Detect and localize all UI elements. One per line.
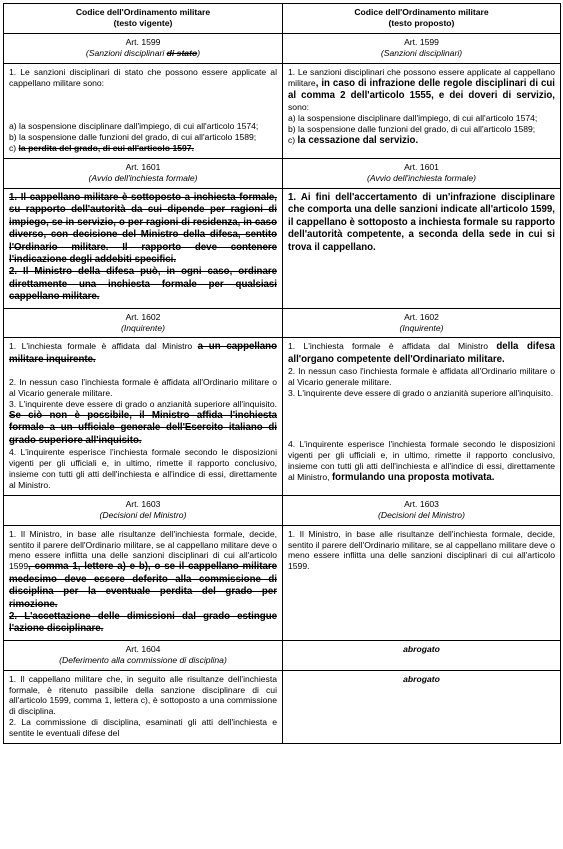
article-title: (Deferimento alla commissione di disciplina) [59, 654, 227, 665]
header-right-title: Codice dell'Ordinamento militare [354, 7, 489, 17]
paragraph: 2. La commissione di disciplina, esaminati gli atti dell'inchiesta e sentite le eventuali difese del [9, 717, 277, 739]
art-1603-heading-left [4, 495, 283, 525]
art-1602-heading-row [4, 308, 561, 338]
article-title: (Sanzioni disciplinari di stato) [85, 47, 201, 58]
article-title: (Inquirente) [121, 322, 165, 333]
art-1599-body-right [283, 63, 561, 159]
deleted-text: di stato [166, 47, 198, 58]
article-title: (Avvio dell'inchiesta formale) [88, 173, 198, 184]
article-title: (Decisioni del Ministro) [99, 509, 187, 520]
art-1603-body-row [4, 525, 561, 640]
article-number: Art. 1601 [404, 162, 439, 173]
article-number: Art. 1604 [125, 643, 161, 654]
art-1601-heading-right [283, 159, 561, 189]
paragraph: 3. L'inquirente deve essere di grado o anzianità superiore all'inquisito. [288, 388, 554, 399]
added-text: la cessazione dal servizio. [297, 135, 419, 147]
paragraph: 4. L'inquirente esperisce l'inchiesta formale secondo le disposizioni vigenti per gli ufficiali e, in ultimo, rimette il rapporto conclusivo, insieme con tutti gli atti dell'inchiesta e all'indice di essi, direttamente al Ministro, formulando una proposta motivata. [288, 438, 555, 483]
paragraph: 1. Le sanzioni disciplinari di stato che possono essere applicate al cappellano militare sono: [9, 66, 277, 88]
art-1599-body-left [4, 63, 283, 159]
header-left-title: Codice dell'Ordinamento militare [75, 7, 211, 17]
art-1603-body-left [4, 525, 283, 640]
article-number: Art. 1602 [125, 311, 161, 322]
article-title: (Avvio dell'inchiesta formale) [367, 173, 476, 184]
paragraph: 1. Le sanzioni disciplinari che possono essere applicate al cappellano militare, in caso di infrazione delle regole disciplinari di cui al comma 2 dell'articolo 1555, e dei doveri di servizio, sono: [288, 66, 555, 113]
header-right [283, 4, 561, 34]
paragraph: 4. L'inquirente esperisce l'inchiesta formale secondo le disposizioni vigenti per gli ufficiali e, in ultimo, rimette il rapporto conclusivo, insieme con tutti gli atti dell'inchiesta e all'indice di essi, direttamente al Ministro. [9, 447, 277, 490]
paragraph: 3. L'inquirente deve essere di grado o anzianità superiore all'inquisito. Se ciò non è possibile, il Ministro affida l'inchiesta formale a un ufficiale generale dell'Esercito italiano di grado superiore all'inquisito. [9, 399, 277, 446]
art-1604-body-right [283, 670, 561, 743]
added-text: della difesa all'organo competente dell'Ordinariato militare. [288, 341, 555, 365]
art-1599-body-row [4, 63, 561, 159]
art-1604-heading-right [283, 640, 561, 670]
art-1602-heading-left [4, 308, 283, 338]
art-1602-body-right [283, 338, 561, 495]
art-1603-heading-row [4, 495, 561, 525]
article-number: Art. 1599 [125, 36, 161, 47]
art-1601-heading-left [4, 159, 283, 189]
added-text: formulando una proposta motivata. [331, 471, 495, 483]
paragraph: 1. Il Ministro, in base alle risultanze dell'inchiesta formale, decide, sentito il parere dell'Ordinario militare, se al cappellano militare deve o meno essere inflitta una delle sanzioni disciplinari di cui all'articolo 1599, comma 1, lettere a) e b), o se il cappellano militare medesimo deve essere deferito alla commissione di disciplina per la eventuale perdita del grado per rimozione. [9, 528, 277, 610]
art-1601-heading-row [4, 159, 561, 189]
header-right-subtitle: (testo proposto) [388, 17, 455, 28]
paragraph: a) la sospensione disciplinare dall'impiego, di cui all'articolo 1574; [9, 121, 259, 132]
article-number: Art. 1599 [404, 36, 439, 47]
paragraph: b) la sospensione dalle funzioni del grado, di cui all'articolo 1589; [9, 132, 257, 143]
comparison-table [3, 3, 561, 744]
deleted-text: la perdita del grado, di cui all'articolo 1597. [18, 143, 194, 154]
deleted-text: Se ciò non è possibile, il Ministro affida l'inchiesta formale a un ufficiale generale dell'Esercito italiano di grado superiore all'inquisito. [9, 409, 277, 446]
article-number: Art. 1602 [404, 311, 439, 322]
paragraph: 2. In nessun caso l'inchiesta formale è affidata all'Ordinario militare o al Vicario generale militare. [288, 366, 555, 388]
art-1599-heading-right [283, 33, 561, 63]
art-1603-heading-right [283, 495, 561, 525]
art-1599-heading-row [4, 33, 561, 63]
article-title: (Decisioni del Ministro) [378, 509, 465, 520]
deleted-paragraph: 1. Il cappellano militare è sottoposto a inchiesta formale, su rapporto dell'autorità da cui dipende per ragioni di impiego, se in servizio, o per ragioni di residenza, in caso diverso, con decisione del Ministro della difesa, sentito l'Ordinario militare. Il rapporto deve contenere l'indicazione degli addebiti specifici. [9, 191, 277, 265]
paragraph: 2. In nessun caso l'inchiesta formale è affidata all'Ordinario militare o al Vicario generale militare. [9, 377, 277, 399]
header-left-subtitle: (testo vigente) [113, 17, 173, 28]
added-text: , in caso di infrazione delle regole disciplinari di cui al comma 2 dell'articolo 1555, e dei doveri di servizio, [288, 77, 555, 101]
paragraph: 1. Il Ministro, in base alle risultanze dell'inchiesta formale, decide, sentito il parere dell'Ordinario militare, se al cappellano militare deve o meno essere inflitta una delle sanzioni disciplinari di cui all'articolo 1599. [288, 528, 555, 572]
header-row [4, 4, 561, 34]
deleted-text: , comma 1, lettere a) e b), o se il cappellano militare medesimo deve essere deferito alla commissione di disciplina per la eventuale perdita del grado per rimozione. [9, 561, 277, 610]
paragraph: 1. Il cappellano militare che, in seguito alle risultanze dell'inchiesta formale, è ritenuto passibile della sanzione disciplinare di cui all'articolo 1599, comma 1, lettera c), è sottoposto a una commissione di disciplina. [9, 673, 277, 717]
art-1599-heading-left [4, 33, 283, 63]
deleted-text: a un cappellano militare inquirente. [9, 341, 277, 365]
art-1604-body-row [4, 670, 561, 743]
article-number: Art. 1603 [125, 498, 161, 509]
added-paragraph: 1. Ai fini dell'accertamento di un'infrazione disciplinare che comporta una delle sanzioni indicate all'articolo 1599, il cappellano è sottoposto a inchiesta formale su rapporto dell'autorità competente, a seconda della sede in cui si trova il cappellano. [288, 191, 555, 253]
paragraph: 1. L'inchiesta formale è affidata dal Ministro della difesa all'organo competente dell'Ordinariato militare. [288, 341, 555, 365]
deleted-paragraph: 2. Il Ministro della difesa può, in ogni caso, ordinare direttamente una inchiesta formale per qualsiasi cappellano militare. [9, 266, 277, 303]
paragraph: c) la cessazione dal servizio. [288, 135, 419, 147]
art-1601-body-left [4, 188, 283, 308]
art-1601-body-right [283, 188, 561, 308]
article-title: (Sanzioni disciplinari) [380, 47, 463, 58]
deleted-paragraph: 2. L'accettazione delle dimissioni dal grado estingue l'azione disciplinare. [9, 610, 277, 635]
art-1602-body-row [4, 338, 561, 495]
art-1602-body-left [4, 338, 283, 495]
art-1601-body-row [4, 188, 561, 308]
paragraph: 1. L'inchiesta formale è affidata dal Ministro a un cappellano militare inquirente. [9, 341, 277, 365]
article-number: Art. 1603 [404, 498, 439, 509]
paragraph: a) la sospensione disciplinare dall'impiego, di cui all'articolo 1574; [288, 113, 538, 124]
paragraph: c) la perdita del grado, di cui all'articolo 1597. [9, 143, 194, 154]
article-number: Art. 1601 [125, 162, 161, 173]
art-1603-body-right [283, 525, 561, 640]
art-1602-heading-right [283, 308, 561, 338]
art-1604-heading-left [4, 640, 283, 670]
paragraph: b) la sospensione dalle funzioni del grado, di cui all'articolo 1589; [288, 124, 536, 135]
abrogated-label: abrogato [403, 643, 440, 654]
art-1604-body-left [4, 670, 283, 743]
art-1604-heading-row [4, 640, 561, 670]
abrogated-label: abrogato [403, 673, 440, 684]
header-left [4, 4, 283, 34]
article-title: (Inquirente) [399, 322, 444, 333]
